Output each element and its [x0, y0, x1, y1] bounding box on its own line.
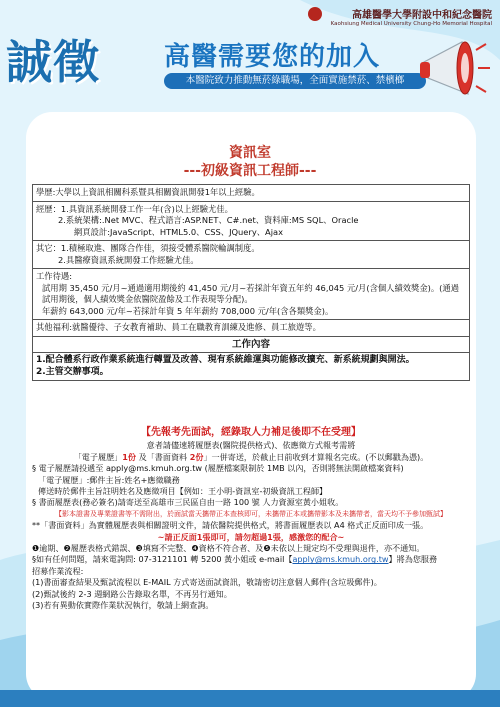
apply-p2e: 」一併寄送，於截止日前收到才算報名完成。(不以郵戳為憑)。	[203, 451, 429, 462]
experience-1: 經歷：1.具資訊系統開發工作一年(含)以上經驗尤佳。	[36, 203, 233, 214]
apply-p2d: 2份	[189, 451, 204, 462]
duties-title: 工作內容	[33, 336, 470, 353]
other-2: 2.具醫療資訊系統開發工作經驗尤佳。	[58, 254, 199, 265]
megaphone-icon	[418, 36, 492, 102]
apply-p5: 傳送時於郵件主旨註明姓名及應徵項目【例如：王小明-資訊室-初級資訊工程師】	[38, 486, 328, 497]
hospital-name-zh: 高雄醫學大學附設中和紀念醫院	[352, 10, 492, 21]
education-row: 學歷:大學以上資訊相關科系暨具相關資訊開發1年以上經驗。	[33, 185, 470, 202]
pay-title: 工作待遇:	[36, 271, 72, 281]
hospital-name-en: Kaohsiung Medical University Chung-Ho Memorial Hospital	[330, 21, 492, 27]
apply-p2	[32, 452, 470, 463]
duty-2: 2.主管交辦事項。	[36, 366, 109, 377]
application-section	[32, 427, 470, 612]
apply-p2a: 「電子履歷」	[73, 451, 123, 462]
experience-row	[33, 201, 470, 241]
contact-email-link[interactable]: apply@ms.kmuh.org.tw	[292, 554, 389, 565]
duty-1: 1.配合體系行政作業系統進行轉置及改善、現有系統維運與功能修改擴充、新系統規劃與開法。	[36, 355, 415, 365]
process-1: (1)書面審查結果及甄試流程以 E-MAIL 方式寄送面試資訊，敬請密切注意個人郵件(含垃圾郵件)。	[32, 577, 382, 588]
apply-title: 【先報考先面試，經錄取人力補足後即不在受理】	[141, 427, 361, 438]
contact-b: 】將為您服務	[388, 554, 438, 565]
apply-p4: 「電子履歷」:郵件主旨:姓名+應徵職務	[38, 474, 180, 485]
contact-a: §如有任何問題，請來電詢問: 07-3121101 轉 5200 黃小姐或 e-mail【	[32, 554, 293, 565]
experience-3: 網頁設計:JavaScript、HTML5.0、CSS、JQuery、Ajax	[74, 226, 284, 237]
duties-row	[33, 353, 470, 381]
apply-p7: 【影本證書及專業證書等不需附出，於面試當天攜帶正本查核即可，未攜帶正本或攜帶影本及未攜帶者，當天均不予參加甄試】	[55, 509, 447, 518]
hospital-name	[331, 6, 492, 27]
apply-p1: 意者請儘速將履歷表(醫院提供格式)、依應徵方式報考需將	[146, 440, 356, 451]
job-heading	[0, 144, 500, 180]
other-row	[33, 241, 470, 269]
hospital-logo-icon	[308, 7, 322, 21]
job-unit: 資訊室	[229, 145, 271, 161]
other-1: 其它：1.積極取進、團隊合作佳，須接受體系醫院輪調制度。	[36, 243, 260, 253]
experience-2: 2.系統架構:.Net MVC、程式語言:ASP.NET、C#.net、資料庫:MS SQL、Oracle	[58, 215, 359, 225]
process-title: 招募作業流程:	[32, 565, 84, 576]
requirements-table	[32, 184, 470, 381]
benefits-row: 其他福利:就醫優待、子女教育補助、員工在職教育訓練及進修、員工旅遊等。	[33, 320, 470, 337]
apply-p10: ❶逾期、❷履歷表格式錯誤、❸填寫不完整、❹資格不符合者、及❺未依以上規定均不受理與退件，亦不通知。	[32, 543, 425, 554]
apply-p2c: 及「書面資料	[136, 451, 190, 462]
footer-bar	[0, 690, 500, 707]
process-2: (2)甄試後約 2-3 週網路公告錄取名單，不再另行通知。	[32, 588, 232, 599]
pay-1: 試用期 35,450 元/月~通過適用期後約 41,450 元/月~若採計年資五年約 46,045 元/月(含個人績效獎金)。(通過試用期後，個人績效獎金依醫院盈餘及工作表現等分配)。	[42, 282, 460, 304]
contact-line	[32, 554, 470, 565]
apply-p8: **「書面資料」為實體履歷表與相關證明文件，請依醫院提供格式，將書面履歷表以 A4 格式正反面印成一張。	[32, 520, 429, 531]
banner-headline: 高醫需要您的加入	[164, 42, 381, 72]
process-3: (3)若有異動依實際作業狀況執行，敬請上網查詢。	[32, 600, 214, 611]
pay-2: 年薪約 643,000 元/年~若採計年資 5 年年薪約 708,000 元/年(含各類獎金)。	[42, 305, 334, 316]
pay-row	[33, 269, 470, 320]
apply-p2b: 1份	[122, 451, 136, 462]
job-title: ---初級資訊工程師---	[183, 163, 317, 179]
apply-p3: § 電子履歷請投遞至 apply@ms.kmuh.org.tw (履歷檔案限制於 1MB 以內，否則將無法開啟檔案資料)	[32, 463, 404, 474]
apply-p9: ~請正反面1張即可，請勿超過1張，感激您的配合~	[157, 531, 345, 542]
banner-subline: 本醫院致力推動無菸綠職場，全面實施禁菸、禁檳榔	[164, 73, 426, 89]
recruit-big-text: 誠徵	[6, 35, 100, 89]
apply-p6: § 書面履歷表(務必簽名)請寄送至高雄市三民區自由一路 100 號 人力資源室黃小姐收。	[32, 497, 344, 508]
